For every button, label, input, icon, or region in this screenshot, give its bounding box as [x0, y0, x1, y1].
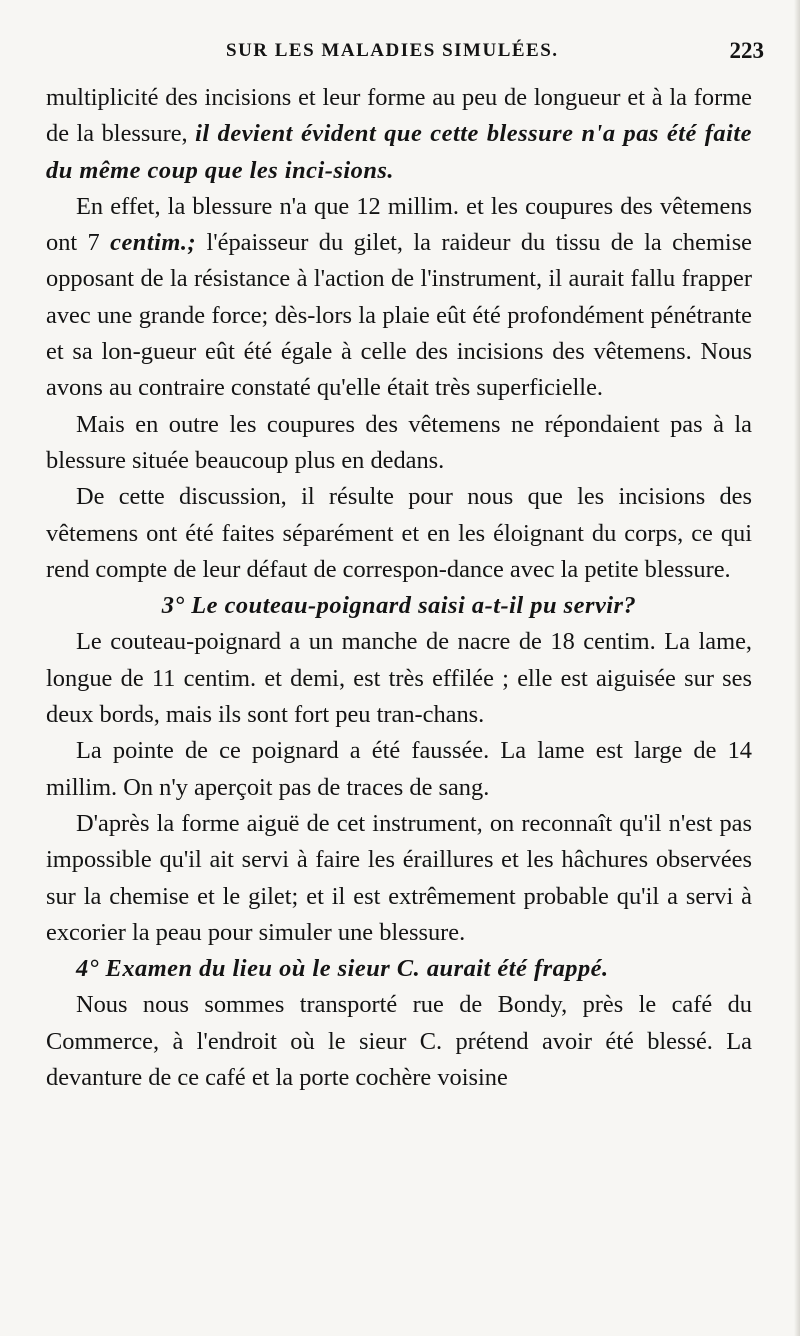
scan-edge-shadow — [794, 0, 800, 1336]
section-heading — [46, 951, 752, 987]
section-heading — [46, 588, 752, 624]
emphasized-text: il devient évident que cette blessure n'a pas été faite du même coup que les inci-sions. — [46, 120, 752, 184]
running-head — [46, 40, 766, 70]
paragraph-continuation — [46, 80, 752, 189]
paragraph: Mais en outre les coupures des vêtemens ne répondaient pas à la blessure située beaucoup plus en dedans. — [46, 410, 752, 474]
paragraph: D'après la forme aiguë de cet instrument, on reconnaît qu'il n'est pas impossible qu'il ait servi à faire les éraillures et les hâchures observées sur la chemise et le gilet; et il est extrêmement probable qu'il a servi à excorier la peau pour simuler une blessure. — [46, 809, 752, 946]
section-heading-text: 4° Examen du lieu où le sieur C. aurait été frappé. — [76, 955, 609, 983]
paragraph: Nous nous sommes transporté rue de Bondy, près le café du Commerce, à l'endroit où le sieur C. prétend avoir été blessé. La devanture de ce café et la porte cochère voisine — [46, 991, 752, 1092]
emphasized-text: centim.; — [110, 229, 197, 257]
paragraph-text: l'épaisseur du gilet, la raideur du tissu de la chemise opposant de la résistance à l'action de l'instrument, il aurait fallu frapper avec une grande force; dès-lors la plaie eût été profondément pénétrante et sa lon-gueur eût été égale à celle des incisions des vêtemens. Nous avons au contraire constaté qu'elle était très superficielle. — [46, 229, 753, 402]
body-text — [46, 80, 752, 1096]
paragraph-text: multiplicité des incisions et leur forme au peu de longueur et à la forme de la blessure, — [46, 84, 752, 148]
paragraph: De cette discussion, il résulte pour nous que les incisions des vêtemens ont été faites séparément et en les éloignant du corps, ce qui rend compte de leur défaut de correspon-dance avec la petite blessure. — [46, 483, 752, 583]
section-heading-text: 3° Le couteau-poignard saisi a-t-il pu servir? — [161, 592, 637, 620]
paragraph: La pointe de ce poignard a été faussée. La lame est large de 14 millim. On n'y aperçoit pas de traces de sang. — [46, 737, 752, 801]
paragraph — [46, 189, 752, 407]
paragraph-text: En effet, la blessure n'a que 12 millim. et les coupures des vêtemens ont 7 — [46, 192, 752, 257]
page-number: 223 — [729, 38, 764, 63]
paragraph: Le couteau-poignard a un manche de nacre de 18 centim. La lame, longue de 11 centim. et demi, est très effilée ; elle est aiguisée sur ses deux bords, mais ils sont fort peu tran-chans. — [46, 628, 752, 729]
running-title: SUR LES MALADIES SIMULÉES. — [226, 40, 559, 61]
